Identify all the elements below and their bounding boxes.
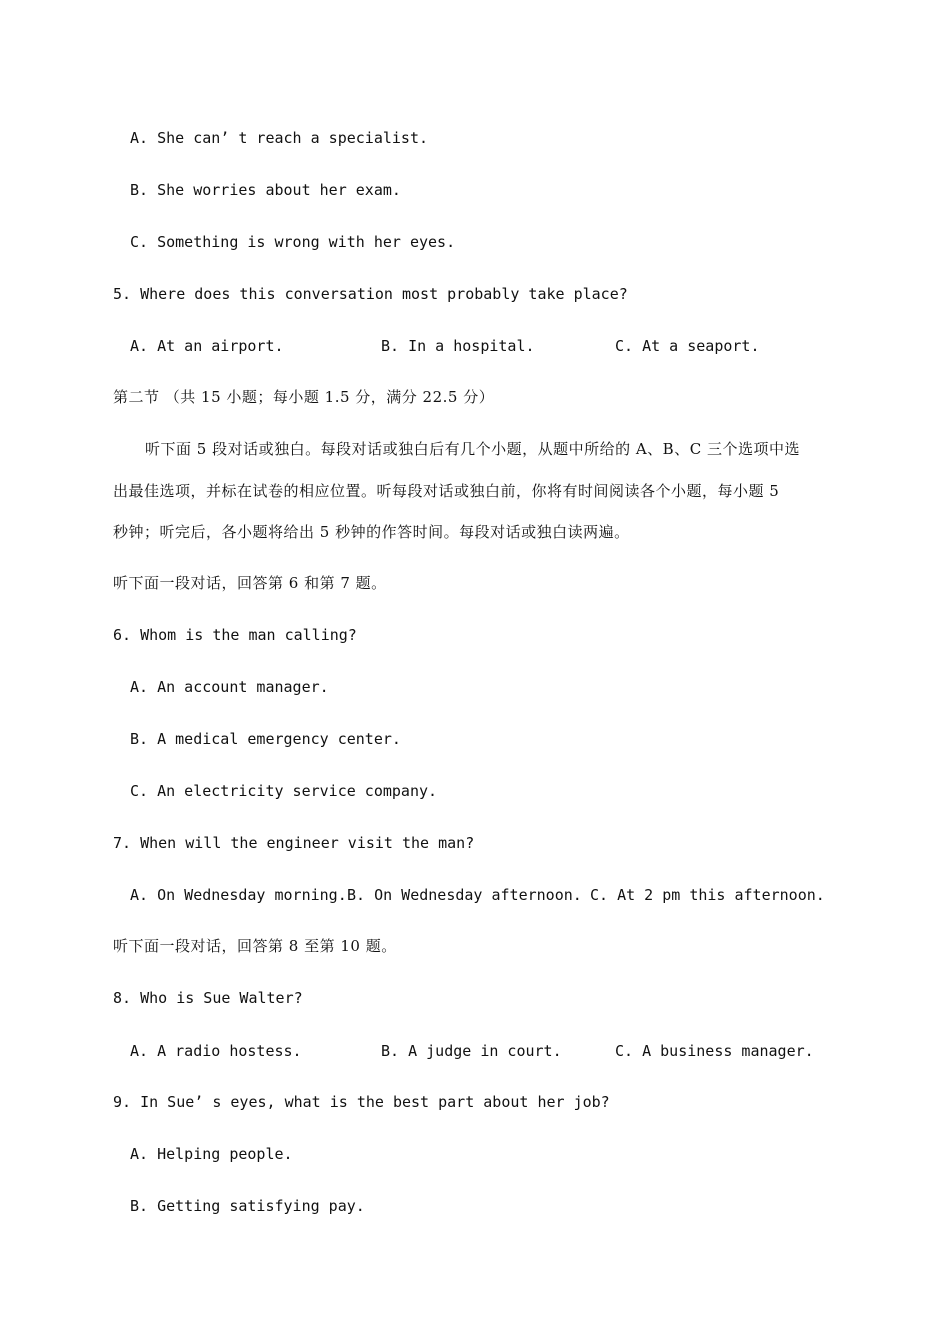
q9-question: 9. In Sue’ s eyes, what is the best part about her job? xyxy=(113,1093,610,1111)
q9-option-b: B. Getting satisfying pay. xyxy=(130,1197,365,1215)
q6-option-a: A. An account manager. xyxy=(130,678,329,696)
q5-option-a: A. At an airport. xyxy=(130,337,284,355)
q7-question: 7. When will the engineer visit the man? xyxy=(113,834,475,852)
q7-option-c: C. At 2 pm this afternoon. xyxy=(590,886,825,904)
section2-heading: 第二节 （共 15 小题；每小题 1.5 分，满分 22.5 分） xyxy=(113,388,495,406)
q5-question: 5. Where does this conversation most probably take place? xyxy=(113,285,628,303)
q4-option-a: A. She can’ t reach a specialist. xyxy=(130,129,429,147)
q8-question: 8. Who is Sue Walter? xyxy=(113,989,303,1007)
q6-option-b: B. A medical emergency center. xyxy=(130,730,401,748)
q8-option-a: A. A radio hostess. xyxy=(130,1042,302,1060)
q4-option-b: B. She worries about her exam. xyxy=(130,181,401,199)
q5-option-b: B. In a hospital. xyxy=(381,337,535,355)
q4-option-c: C. Something is wrong with her eyes. xyxy=(130,233,456,251)
q7-option-b: B. On Wednesday afternoon. xyxy=(347,886,582,904)
section2-instructions-line1: 听下面 5 段对话或独白。每段对话或独白后有几个小题，从题中所给的 A、B、C 三个选项中选 xyxy=(145,440,800,458)
q8-option-b: B. A judge in court. xyxy=(381,1042,562,1060)
section2-instructions-line3: 秒钟；听完后，各小题将给出 5 秒钟的作答时间。每段对话或独白读两遍。 xyxy=(113,523,630,541)
q5-option-c: C. At a seaport. xyxy=(615,337,760,355)
dialog1-prompt: 听下面一段对话，回答第 6 和第 7 题。 xyxy=(113,574,387,592)
q9-option-a: A. Helping people. xyxy=(130,1145,293,1163)
q8-option-c: C. A business manager. xyxy=(615,1042,814,1060)
q6-question: 6. Whom is the man calling? xyxy=(113,626,357,644)
section2-instructions-line2: 出最佳选项，并标在试卷的相应位置。听每段对话或独白前，你将有时间阅读各个小题，每小题 5 xyxy=(113,482,780,500)
q7-option-a: A. On Wednesday morning. xyxy=(130,886,347,904)
q6-option-c: C. An electricity service company. xyxy=(130,782,438,800)
dialog2-prompt: 听下面一段对话，回答第 8 至第 10 题。 xyxy=(113,937,397,955)
